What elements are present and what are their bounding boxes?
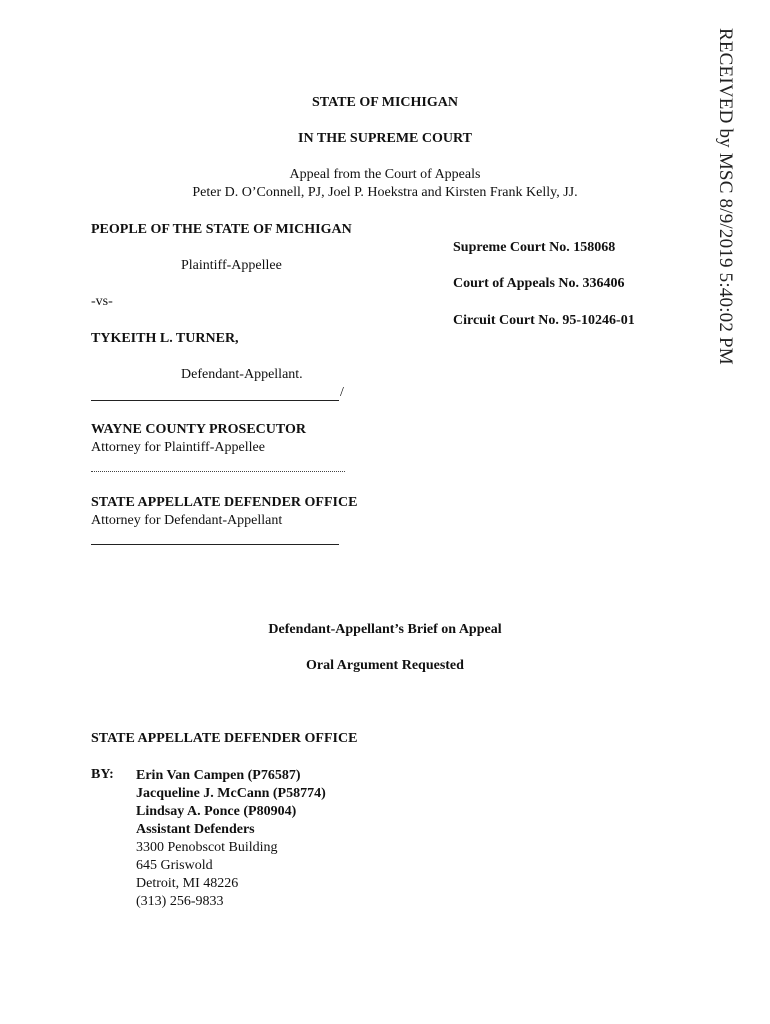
brief-title: Defendant-Appellant’s Brief on Appeal — [268, 622, 502, 637]
defender-name: STATE APPELLATE DEFENDER OFFICE — [91, 495, 358, 510]
caption-underline — [91, 400, 339, 401]
signature-office: STATE APPELLATE DEFENDER OFFICE — [91, 731, 358, 746]
address-line: 645 Griswold — [136, 858, 213, 873]
attorney-name: Jacqueline J. McCann (P58774) — [136, 786, 326, 801]
appeal-from-line: Appeal from the Court of Appeals — [289, 167, 481, 182]
by-label: BY: — [91, 767, 114, 782]
judges-line: Peter D. O’Connell, PJ, Joel P. Hoekstra and Kirsten Frank Kelly, JJ. — [192, 185, 578, 200]
circuit-court-number: Circuit Court No. 95-10246-01 — [453, 313, 635, 328]
court-of-appeals-number: Court of Appeals No. 336406 — [453, 276, 625, 291]
attorney-name: Erin Van Campen (P76587) — [136, 768, 301, 783]
court-heading: IN THE SUPREME COURT — [298, 131, 472, 146]
address-line: 3300 Penobscot Building — [136, 840, 278, 855]
signature-block — [136, 767, 326, 911]
attorney-name: Lindsay A. Ponce (P80904) — [136, 804, 297, 819]
prosecutor-divider — [91, 471, 345, 472]
oral-argument-note: Oral Argument Requested — [306, 658, 464, 673]
address-line: Detroit, MI 48226 — [136, 876, 239, 891]
plaintiff-name: PEOPLE OF THE STATE OF MICHIGAN — [91, 222, 352, 237]
prosecutor-name: WAYNE COUNTY PROSECUTOR — [91, 422, 306, 437]
defendant-name: TYKEITH L. TURNER, — [91, 331, 239, 346]
phone-number: (313) 256-9833 — [136, 894, 224, 909]
received-stamp: RECEIVED by MSC 8/9/2019 5:40:02 PM — [715, 28, 736, 365]
plaintiff-role: Plaintiff-Appellee — [181, 258, 282, 273]
defender-role: Attorney for Defendant-Appellant — [91, 513, 283, 528]
versus-label: -vs- — [91, 294, 113, 309]
supreme-court-number: Supreme Court No. 158068 — [453, 240, 616, 255]
defendant-role: Defendant-Appellant. — [181, 367, 303, 382]
attorney-title: Assistant Defenders — [136, 822, 255, 837]
caption-slash: / — [340, 385, 344, 400]
defender-divider — [91, 544, 339, 545]
prosecutor-role: Attorney for Plaintiff-Appellee — [91, 440, 265, 455]
state-heading: STATE OF MICHIGAN — [312, 95, 458, 110]
